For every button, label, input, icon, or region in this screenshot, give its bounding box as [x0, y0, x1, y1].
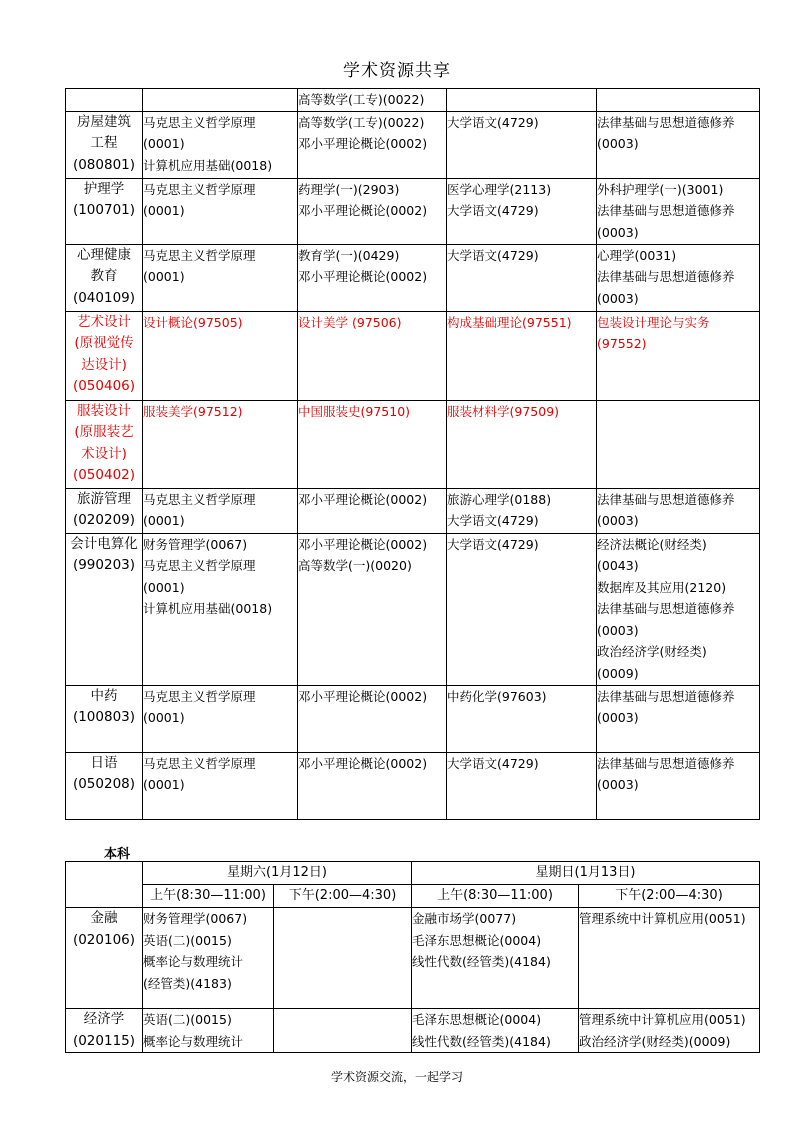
major-label: (020106)	[72, 931, 136, 948]
course-cell	[597, 685, 760, 752]
course-label: 英语(二)(0015)	[143, 932, 232, 948]
course-label: 线性代数(经管类)(4184)	[412, 954, 551, 969]
major-cell	[66, 533, 143, 685]
course-label: 设计美学 (97506)	[298, 314, 402, 330]
course-cell	[447, 311, 597, 400]
course-label: 经济法概论(财经类)	[597, 536, 707, 552]
major-label: (050402)	[72, 467, 136, 483]
course-cell	[298, 111, 447, 178]
table-row	[66, 685, 760, 752]
course-cell	[447, 111, 597, 178]
course-label: 政治经济学(财经类)(0009)	[579, 1033, 731, 1049]
course-cell	[143, 178, 298, 244]
course-cell	[143, 244, 298, 311]
course-label: 法律基础与思想道德修养	[597, 491, 735, 507]
course-label: 法律基础与思想道德修养	[597, 601, 735, 616]
course-label: 英语(二)(0015)	[143, 1012, 232, 1027]
table-row	[66, 908, 760, 1009]
major-label: (020115)	[72, 1032, 136, 1049]
table-row	[66, 244, 760, 311]
table-header-row	[66, 885, 760, 908]
course-label: 财务管理学(0067)	[143, 911, 248, 926]
course-label: 构成基础理论(97551)	[447, 314, 572, 330]
course-cell	[298, 752, 447, 819]
major-cell	[66, 400, 143, 488]
course-cell	[298, 533, 447, 685]
course-label: 大学语文(4729)	[447, 755, 539, 771]
major-label: 工程	[90, 135, 118, 151]
major-label: (原服装艺	[74, 424, 134, 440]
course-cell	[274, 908, 412, 1009]
course-label: 邓小平理论概论(0002)	[298, 536, 428, 552]
course-label: (0001)	[143, 269, 185, 284]
course-label: 法律基础与思想道德修养	[597, 203, 735, 218]
course-label: 邓小平理论概论(0002)	[298, 136, 428, 151]
course-label: 数据库及其应用(2120)	[597, 579, 727, 595]
course-cell	[447, 178, 597, 244]
course-label: (0009)	[597, 665, 639, 681]
major-label: 房屋建筑	[77, 113, 131, 130]
course-cell	[412, 908, 579, 1009]
major-label: 教育	[90, 268, 118, 284]
course-label: (0001)	[143, 203, 185, 218]
course-label: 线性代数(经管类)(4184)	[412, 1033, 551, 1049]
course-label: (0001)	[143, 136, 185, 151]
day-header-sunday: 星期日(1月13日)	[412, 862, 760, 885]
course-label: 邓小平理论概论(0002)	[298, 203, 428, 218]
course-cell	[412, 1009, 579, 1053]
major-label: 护理学	[83, 180, 125, 197]
zhuanke-schedule-table	[65, 88, 760, 820]
course-label: 心理学(0031)	[597, 247, 677, 263]
benke-schedule-table	[65, 861, 760, 1053]
course-label: 马克思主义哲学原理	[143, 114, 256, 130]
course-label: 大学语文(4729)	[447, 513, 539, 528]
course-cell	[298, 311, 447, 400]
course-label: (0001)	[143, 710, 185, 725]
course-label: (0003)	[597, 224, 639, 240]
course-label: 管理系统中计算机应用(0051)	[579, 911, 746, 926]
table-header-row	[66, 862, 760, 885]
course-label: 服装材料学(97509)	[447, 403, 560, 419]
course-label: (97552)	[597, 336, 647, 351]
course-label: (0003)	[597, 777, 639, 792]
course-cell	[143, 488, 298, 533]
course-label: 法律基础与思想道德修养	[597, 688, 735, 704]
course-label: 医学心理学(2113)	[447, 181, 552, 197]
course-cell	[298, 244, 447, 311]
section-label-benke: 本科	[104, 847, 131, 862]
table-row	[66, 533, 760, 685]
course-cell	[447, 244, 597, 311]
course-label: 大学语文(4729)	[447, 247, 539, 263]
course-label: (0001)	[143, 513, 185, 528]
course-cell	[143, 533, 298, 685]
major-cell	[66, 311, 143, 400]
course-cell	[447, 752, 597, 819]
major-cell	[66, 752, 143, 819]
table-row	[66, 89, 760, 112]
course-label: 包装设计理论与实务	[597, 314, 710, 330]
time-header-afternoon: 下午(2:00—4:30)	[579, 885, 760, 908]
table-row	[66, 311, 760, 400]
course-cell	[579, 1009, 760, 1053]
course-label: 毛泽东思想概论(0004)	[412, 1012, 542, 1027]
major-label: (050406)	[72, 378, 136, 394]
course-cell	[143, 400, 298, 488]
major-label: 旅游管理	[77, 490, 131, 507]
course-label: (0043)	[597, 558, 639, 573]
major-cell	[66, 1009, 143, 1053]
major-label: (040109)	[72, 289, 136, 306]
time-header-afternoon: 下午(2:00—4:30)	[274, 885, 412, 908]
course-label: 马克思主义哲学原理	[143, 247, 256, 263]
course-cell	[597, 533, 760, 685]
table-row	[66, 178, 760, 244]
major-label: 服装设计	[77, 402, 131, 419]
course-label: (0001)	[143, 777, 185, 792]
major-label: (原视觉传	[74, 335, 134, 351]
course-cell	[597, 178, 760, 244]
page-title: 学术资源共享	[343, 61, 451, 81]
course-cell	[597, 111, 760, 178]
major-cell	[66, 908, 143, 1009]
major-label: 日语	[90, 754, 118, 771]
course-label: 法律基础与思想道德修养	[597, 755, 735, 771]
course-label: (0003)	[597, 290, 639, 306]
major-label: 艺术设计	[77, 313, 131, 330]
course-label: 金融市场学(0077)	[412, 911, 517, 926]
course-label: 概率论与数理统计	[143, 954, 244, 969]
table-row	[66, 111, 760, 178]
course-cell	[143, 1009, 274, 1053]
table-row	[66, 1009, 760, 1053]
major-label: 达设计)	[81, 356, 127, 373]
course-label: (0001)	[143, 579, 185, 595]
course-label: 马克思主义哲学原理	[143, 181, 256, 197]
course-cell	[274, 1009, 412, 1053]
major-cell	[66, 488, 143, 533]
major-label: (100701)	[72, 202, 136, 218]
course-label: 邓小平理论概论(0002)	[298, 269, 428, 284]
course-cell	[597, 752, 760, 819]
major-cell	[66, 178, 143, 244]
course-label: (0003)	[597, 136, 639, 151]
course-label: 高等数学(工专)(0022)	[298, 114, 425, 130]
course-label: (经管类)(4183)	[143, 975, 232, 991]
table-row	[66, 400, 760, 488]
course-cell	[447, 488, 597, 533]
major-label: (990203)	[72, 557, 136, 573]
course-label: 旅游心理学(0188)	[447, 491, 552, 507]
major-label: 心理健康	[77, 246, 131, 263]
major-label: (050208)	[72, 776, 136, 792]
course-cell	[579, 908, 760, 1009]
major-label: 术设计)	[81, 445, 127, 462]
major-label: 经济学	[83, 1011, 125, 1027]
course-cell	[143, 685, 298, 752]
course-label: 教育学(一)(0429)	[298, 247, 400, 263]
course-label: 服装美学(97512)	[143, 403, 243, 419]
course-cell	[597, 488, 760, 533]
course-cell	[143, 111, 298, 178]
course-label: 政治经济学(财经类)	[597, 644, 707, 659]
course-cell	[597, 244, 760, 311]
course-cell	[447, 400, 597, 488]
course-label: 中药化学(97603)	[447, 688, 547, 704]
time-header-morning: 上午(8:30—11:00)	[412, 885, 579, 908]
course-cell	[298, 400, 447, 488]
course-cell	[143, 311, 298, 400]
course-cell: 高等数学(工专)(0022)	[298, 89, 447, 112]
major-cell	[66, 244, 143, 311]
major-label: 会计电算化	[70, 535, 138, 552]
course-cell	[447, 533, 597, 685]
course-cell	[447, 685, 597, 752]
course-label: 药理学(一)(2903)	[298, 181, 400, 197]
course-label: 外科护理学(一)(3001)	[597, 181, 724, 197]
course-cell	[143, 752, 298, 819]
course-cell	[143, 908, 274, 1009]
course-label: (0003)	[597, 710, 639, 725]
major-cell	[66, 111, 143, 178]
major-cell	[66, 685, 143, 752]
course-label: 设计概论(97505)	[143, 314, 243, 330]
major-label: 金融	[90, 910, 118, 926]
course-label: 财务管理学(0067)	[143, 536, 248, 552]
course-label: 毛泽东思想概论(0004)	[412, 932, 542, 948]
major-label: (080801)	[72, 156, 136, 173]
major-label: 中药	[90, 687, 118, 704]
table-row	[66, 488, 760, 533]
course-label: 法律基础与思想道德修养	[597, 269, 735, 284]
course-cell	[298, 178, 447, 244]
course-label: 马克思主义哲学原理	[143, 558, 256, 573]
course-label: (0003)	[597, 513, 639, 528]
course-label: (0003)	[597, 622, 639, 638]
course-label: 马克思主义哲学原理	[143, 491, 256, 507]
course-cell	[597, 400, 760, 488]
footer-text: 学术资源交流，一起学习	[330, 1070, 463, 1084]
course-cell	[597, 311, 760, 400]
course-label: 大学语文(4729)	[447, 114, 539, 130]
course-label: 计算机应用基础(0018)	[143, 601, 273, 616]
course-label: 邓小平理论概论(0002)	[298, 688, 428, 704]
major-label: (100803)	[72, 709, 136, 725]
course-cell	[298, 488, 447, 533]
course-label: 计算机应用基础(0018)	[143, 157, 273, 173]
course-label: 中国服装史(97510)	[298, 403, 411, 419]
day-header-saturday: 星期六(1月12日)	[143, 862, 412, 885]
course-label: 管理系统中计算机应用(0051)	[579, 1012, 746, 1027]
time-header-morning: 上午(8:30—11:00)	[143, 885, 274, 908]
course-label: 大学语文(4729)	[447, 536, 539, 552]
course-label: 马克思主义哲学原理	[143, 755, 256, 771]
course-label: 邓小平理论概论(0002)	[298, 755, 428, 771]
course-label: 邓小平理论概论(0002)	[298, 491, 428, 507]
major-label: (020209)	[72, 512, 136, 528]
course-label: 马克思主义哲学原理	[143, 688, 256, 704]
course-cell	[298, 685, 447, 752]
course-label: 法律基础与思想道德修养	[597, 114, 735, 130]
course-label: 高等数学(一)(0020)	[298, 558, 412, 573]
course-label: 大学语文(4729)	[447, 203, 539, 218]
course-label: 概率论与数理统计	[143, 1033, 244, 1049]
table-row	[66, 752, 760, 819]
